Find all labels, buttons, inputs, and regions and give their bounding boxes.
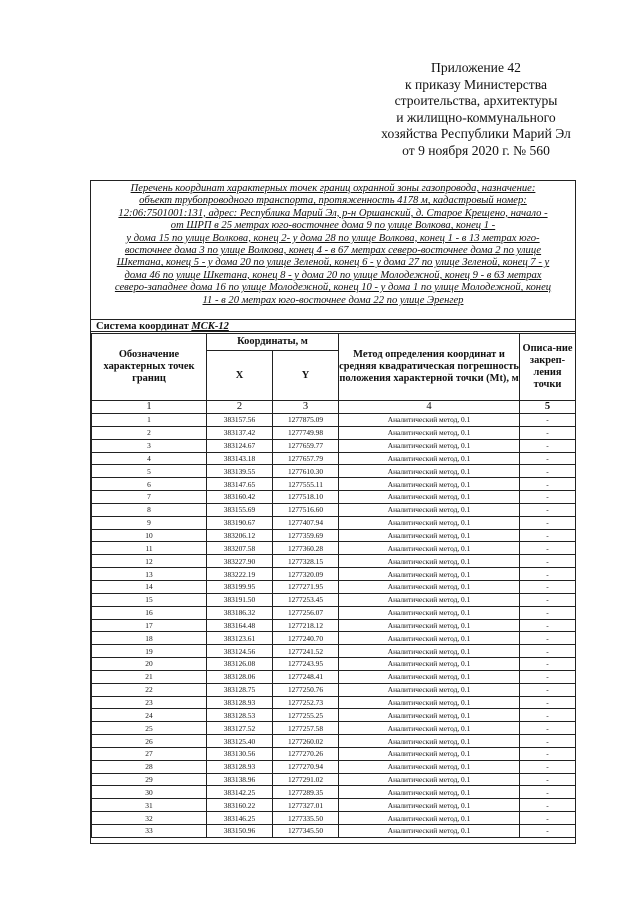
point-number: 17 <box>92 619 207 632</box>
method-cell: Аналитический метод, 0.1 <box>339 465 520 478</box>
fixing-cell: - <box>520 452 576 465</box>
column-number-row <box>92 401 576 414</box>
coord-y: 1277243.95 <box>273 658 339 671</box>
table-row <box>92 503 576 516</box>
point-number: 6 <box>92 478 207 491</box>
coordinate-system <box>91 319 575 332</box>
method-cell: Аналитический метод, 0.1 <box>339 786 520 799</box>
table-row <box>92 555 576 568</box>
coord-x: 383155.69 <box>207 503 273 516</box>
table-row <box>92 632 576 645</box>
coord-y: 1277657.79 <box>273 452 339 465</box>
description-line: Шкетана, конец 5 - у дома 20 по улице Зеленой, конец 6 - у дома 27 по улице Зеленой, конец 7 - у <box>116 257 550 269</box>
method-cell: Аналитический метод, 0.1 <box>339 812 520 825</box>
coord-x: 383139.55 <box>207 465 273 478</box>
fixing-cell: - <box>520 516 576 529</box>
coord-x: 383138.96 <box>207 773 273 786</box>
coord-x: 383128.93 <box>207 760 273 773</box>
column-number: 5 <box>520 401 576 414</box>
column-number: 2 <box>207 401 273 414</box>
fixing-cell: - <box>520 491 576 504</box>
method-cell: Аналитический метод, 0.1 <box>339 619 520 632</box>
table-row <box>92 760 576 773</box>
method-cell: Аналитический метод, 0.1 <box>339 503 520 516</box>
table-row <box>92 799 576 812</box>
description-line: объект трубопроводного транспорта, протяженность 4178 м, кадастровый номер: <box>139 195 527 207</box>
fixing-cell: - <box>520 426 576 439</box>
coord-x: 383222.19 <box>207 568 273 581</box>
coord-x: 383164.48 <box>207 619 273 632</box>
method-cell: Аналитический метод, 0.1 <box>339 452 520 465</box>
coord-y: 1277271.95 <box>273 580 339 593</box>
point-number: 21 <box>92 670 207 683</box>
coord-y: 1277260.02 <box>273 735 339 748</box>
method-cell: Аналитический метод, 0.1 <box>339 580 520 593</box>
fixing-cell: - <box>520 696 576 709</box>
table-row <box>92 670 576 683</box>
coord-x: 383190.67 <box>207 516 273 529</box>
coord-x: 383142.25 <box>207 786 273 799</box>
fixing-cell: - <box>520 773 576 786</box>
coord-x: 383227.90 <box>207 555 273 568</box>
table-row <box>92 568 576 581</box>
method-cell: Аналитический метод, 0.1 <box>339 478 520 491</box>
point-number: 20 <box>92 658 207 671</box>
method-cell: Аналитический метод, 0.1 <box>339 593 520 606</box>
point-number: 10 <box>92 529 207 542</box>
table-row <box>92 619 576 632</box>
table-row <box>92 645 576 658</box>
method-cell: Аналитический метод, 0.1 <box>339 606 520 619</box>
coord-x: 383206.12 <box>207 529 273 542</box>
coord-y: 1277255.25 <box>273 709 339 722</box>
method-cell: Аналитический метод, 0.1 <box>339 683 520 696</box>
coord-y: 1277291.02 <box>273 773 339 786</box>
header-y: Y <box>273 351 339 401</box>
method-cell: Аналитический метод, 0.1 <box>339 542 520 555</box>
table-row <box>92 478 576 491</box>
coord-y: 1277270.26 <box>273 747 339 760</box>
method-cell: Аналитический метод, 0.1 <box>339 735 520 748</box>
point-number: 8 <box>92 503 207 516</box>
coord-y: 1277328.15 <box>273 555 339 568</box>
table-row <box>92 683 576 696</box>
coord-y: 1277248.41 <box>273 670 339 683</box>
coord-x: 383128.93 <box>207 696 273 709</box>
point-number: 12 <box>92 555 207 568</box>
coord-x: 383160.22 <box>207 799 273 812</box>
header-fixing: Описа-ние закреп-ления точки <box>520 334 576 401</box>
fixing-cell: - <box>520 593 576 606</box>
object-description <box>91 183 575 307</box>
coord-y: 1277335.50 <box>273 812 339 825</box>
coord-y: 1277360.28 <box>273 542 339 555</box>
description-line: от ШРП в 25 метрах юго-восточнее дома 9 по улице Волкова, конец 1 - <box>170 220 496 232</box>
point-number: 23 <box>92 696 207 709</box>
column-number: 4 <box>339 401 520 414</box>
coordinate-system-value: МСК-12 <box>191 321 229 332</box>
fixing-cell: - <box>520 799 576 812</box>
table-row <box>92 773 576 786</box>
fixing-cell: - <box>520 414 576 427</box>
method-cell: Аналитический метод, 0.1 <box>339 439 520 452</box>
coord-x: 383191.50 <box>207 593 273 606</box>
coord-y: 1277659.77 <box>273 439 339 452</box>
coord-x: 383199.95 <box>207 580 273 593</box>
method-cell: Аналитический метод, 0.1 <box>339 709 520 722</box>
coord-x: 383128.06 <box>207 670 273 683</box>
table-row <box>92 696 576 709</box>
header-coordinates: Координаты, м <box>207 334 339 351</box>
fixing-cell: - <box>520 619 576 632</box>
coord-y: 1277327.01 <box>273 799 339 812</box>
coord-x: 383126.08 <box>207 658 273 671</box>
fixing-cell: - <box>520 709 576 722</box>
point-number: 9 <box>92 516 207 529</box>
coord-y: 1277252.73 <box>273 696 339 709</box>
table-row <box>92 812 576 825</box>
coord-y: 1277516.60 <box>273 503 339 516</box>
description-line: северо-западнее дома 16 по улице Молодежной, конец 10 - у дома 1 по улице Молодежной, конец <box>114 282 552 294</box>
method-cell: Аналитический метод, 0.1 <box>339 658 520 671</box>
appendix-line: к приказу Министерства <box>404 76 548 92</box>
table-row <box>92 414 576 427</box>
coord-x: 383124.67 <box>207 439 273 452</box>
method-cell: Аналитический метод, 0.1 <box>339 825 520 838</box>
method-cell: Аналитический метод, 0.1 <box>339 426 520 439</box>
table-row <box>92 786 576 799</box>
table-row <box>92 825 576 838</box>
table-row <box>92 529 576 542</box>
coord-y: 1277240.70 <box>273 632 339 645</box>
point-number: 15 <box>92 593 207 606</box>
header-method: Метод определения координат и средняя квадратическая погрешность положения характерной точки (Mt), м <box>339 334 520 401</box>
fixing-cell: - <box>520 606 576 619</box>
fixing-cell: - <box>520 683 576 696</box>
fixing-cell: - <box>520 503 576 516</box>
coord-y: 1277407.94 <box>273 516 339 529</box>
fixing-cell: - <box>520 722 576 735</box>
coord-y: 1277241.52 <box>273 645 339 658</box>
coordinates-table <box>91 333 576 838</box>
point-number: 22 <box>92 683 207 696</box>
coord-x: 383146.25 <box>207 812 273 825</box>
fixing-cell: - <box>520 645 576 658</box>
method-cell: Аналитический метод, 0.1 <box>339 414 520 427</box>
point-number: 11 <box>92 542 207 555</box>
method-cell: Аналитический метод, 0.1 <box>339 491 520 504</box>
coord-y: 1277518.10 <box>273 491 339 504</box>
coord-x: 383157.56 <box>207 414 273 427</box>
description-line: дома 46 по улице Шкетана, конец 8 - у дома 20 по улице Молодежной, конец 9 - в 63 метрах <box>124 269 542 281</box>
point-number: 1 <box>92 414 207 427</box>
point-number: 27 <box>92 747 207 760</box>
appendix-line: строительства, архитектуры <box>394 93 558 109</box>
coordinate-system-label: Система координат <box>96 321 189 332</box>
table-row <box>92 593 576 606</box>
fixing-cell: - <box>520 735 576 748</box>
method-cell: Аналитический метод, 0.1 <box>339 670 520 683</box>
fixing-cell: - <box>520 478 576 491</box>
table-row <box>92 580 576 593</box>
method-cell: Аналитический метод, 0.1 <box>339 747 520 760</box>
point-number: 29 <box>92 773 207 786</box>
coord-x: 383143.18 <box>207 452 273 465</box>
coord-x: 383160.42 <box>207 491 273 504</box>
fixing-cell: - <box>520 632 576 645</box>
fixing-cell: - <box>520 568 576 581</box>
table-row <box>92 465 576 478</box>
table-row <box>92 606 576 619</box>
point-number: 2 <box>92 426 207 439</box>
point-number: 3 <box>92 439 207 452</box>
table-row <box>92 658 576 671</box>
coord-x: 383207.58 <box>207 542 273 555</box>
coord-x: 383128.75 <box>207 683 273 696</box>
column-number: 1 <box>92 401 207 414</box>
coord-y: 1277289.35 <box>273 786 339 799</box>
coord-x: 383137.42 <box>207 426 273 439</box>
fixing-cell: - <box>520 542 576 555</box>
fixing-cell: - <box>520 580 576 593</box>
coord-y: 1277320.09 <box>273 568 339 581</box>
fixing-cell: - <box>520 760 576 773</box>
coord-y: 1277270.94 <box>273 760 339 773</box>
point-number: 14 <box>92 580 207 593</box>
coord-x: 383123.61 <box>207 632 273 645</box>
method-cell: Аналитический метод, 0.1 <box>339 529 520 542</box>
method-cell: Аналитический метод, 0.1 <box>339 632 520 645</box>
table-row <box>92 439 576 452</box>
coord-x: 383127.52 <box>207 722 273 735</box>
point-number: 5 <box>92 465 207 478</box>
point-number: 4 <box>92 452 207 465</box>
appendix-line: Приложение 42 <box>431 60 521 75</box>
coord-y: 1277610.30 <box>273 465 339 478</box>
table-row <box>92 747 576 760</box>
header-designation: Обозначение характерных точек границ <box>92 334 207 401</box>
fixing-cell: - <box>520 658 576 671</box>
point-number: 31 <box>92 799 207 812</box>
description-line: у дома 15 по улице Волкова, конец 2- у дома 28 по улице Волкова, конец 1 - в 13 метрах юго- <box>126 232 540 244</box>
point-number: 25 <box>92 722 207 735</box>
coord-x: 383124.56 <box>207 645 273 658</box>
point-number: 30 <box>92 786 207 799</box>
method-cell: Аналитический метод, 0.1 <box>339 568 520 581</box>
point-number: 18 <box>92 632 207 645</box>
coord-y: 1277875.09 <box>273 414 339 427</box>
point-number: 7 <box>92 491 207 504</box>
point-number: 16 <box>92 606 207 619</box>
point-number: 32 <box>92 812 207 825</box>
point-number: 13 <box>92 568 207 581</box>
coord-x: 383125.40 <box>207 735 273 748</box>
coord-x: 383186.32 <box>207 606 273 619</box>
fixing-cell: - <box>520 555 576 568</box>
point-number: 26 <box>92 735 207 748</box>
fixing-cell: - <box>520 812 576 825</box>
fixing-cell: - <box>520 465 576 478</box>
appendix-line: и жилищно-коммунального <box>396 109 556 125</box>
method-cell: Аналитический метод, 0.1 <box>339 722 520 735</box>
fixing-cell: - <box>520 670 576 683</box>
method-cell: Аналитический метод, 0.1 <box>339 696 520 709</box>
point-number: 24 <box>92 709 207 722</box>
coord-y: 1277345.50 <box>273 825 339 838</box>
appendix-header <box>356 60 596 160</box>
coord-y: 1277749.98 <box>273 426 339 439</box>
coord-x: 383150.96 <box>207 825 273 838</box>
header-x: X <box>207 351 273 401</box>
point-number: 33 <box>92 825 207 838</box>
table-row <box>92 722 576 735</box>
table-row <box>92 452 576 465</box>
coordinates-document-frame <box>90 180 576 844</box>
description-line: 12:06:7501001:131, адрес: Республика Марий Эл, р-н Оршанский, д. Старое Крещено, начало - <box>118 207 548 219</box>
description-line: восточнее дома 3 по улице Волкова, конец 4 - в 67 метрах северо-восточнее дома 2 по улице <box>124 245 542 257</box>
method-cell: Аналитический метод, 0.1 <box>339 555 520 568</box>
fixing-cell: - <box>520 439 576 452</box>
point-number: 19 <box>92 645 207 658</box>
description-line: Перечень координат характерных точек границ охранной зоны газопровода, назначение: <box>130 183 536 194</box>
appendix-line: от 9 ноября 2020 г. № 560 <box>402 142 550 158</box>
coord-y: 1277253.45 <box>273 593 339 606</box>
description-line: 11 - в 20 метрах юго-восточнее дома 22 по улице Эренгер <box>202 294 464 306</box>
table-row <box>92 426 576 439</box>
coord-y: 1277555.11 <box>273 478 339 491</box>
method-cell: Аналитический метод, 0.1 <box>339 799 520 812</box>
fixing-cell: - <box>520 529 576 542</box>
fixing-cell: - <box>520 786 576 799</box>
method-cell: Аналитический метод, 0.1 <box>339 773 520 786</box>
fixing-cell: - <box>520 747 576 760</box>
coord-x: 383128.53 <box>207 709 273 722</box>
method-cell: Аналитический метод, 0.1 <box>339 645 520 658</box>
coord-y: 1277359.69 <box>273 529 339 542</box>
coord-y: 1277257.58 <box>273 722 339 735</box>
fixing-cell: - <box>520 825 576 838</box>
method-cell: Аналитический метод, 0.1 <box>339 516 520 529</box>
table-row <box>92 735 576 748</box>
coord-y: 1277250.76 <box>273 683 339 696</box>
coord-y: 1277218.12 <box>273 619 339 632</box>
table-row <box>92 542 576 555</box>
method-cell: Аналитический метод, 0.1 <box>339 760 520 773</box>
table-row <box>92 491 576 504</box>
point-number: 28 <box>92 760 207 773</box>
appendix-line: хозяйства Республики Марий Эл <box>381 126 571 142</box>
coord-x: 383130.56 <box>207 747 273 760</box>
coord-x: 383147.65 <box>207 478 273 491</box>
coord-y: 1277256.07 <box>273 606 339 619</box>
table-row <box>92 516 576 529</box>
table-row <box>92 709 576 722</box>
column-number: 3 <box>273 401 339 414</box>
